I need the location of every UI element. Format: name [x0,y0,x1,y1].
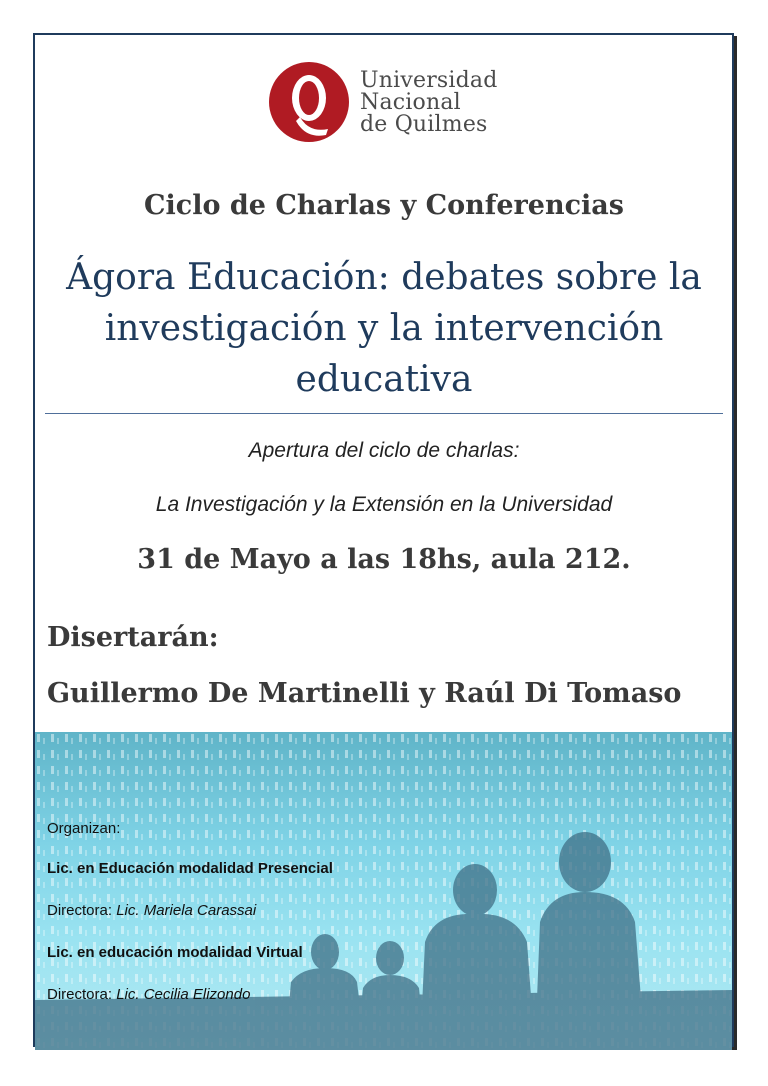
quilmes-q-logo-icon [266,59,356,149]
main-title: Ágora Educación: debates sobre la investigación y la intervención educativa [66,257,702,400]
speakers-label: Disertarán: [47,622,219,653]
logo-line-3: de Quilmes [360,112,488,137]
director-prefix: Directora: [47,902,117,919]
series-title: Ciclo de Charlas y Conferencias [144,190,624,221]
event-date-line: 31 de Mayo a las 18hs, aula 212. [137,544,631,575]
program-presencial: Lic. en Educación modalidad Presencial [47,860,333,877]
director-prefix: Directora: [47,986,117,1003]
director-name: Lic. Cecilia Elizondo [116,986,251,1003]
logo-wordmark [360,70,498,136]
director-virtual [47,986,250,1003]
logo-line-2: Nacional [360,90,461,115]
organizers-label: Organizan: [47,820,121,837]
logo-line-1: Universidad [360,68,498,93]
title-divider [45,413,723,414]
speakers-names: Guillermo De Martinelli y Raúl Di Tomaso [47,678,682,709]
director-presencial [47,902,256,919]
program-virtual: Lic. en educación modalidad Virtual [47,944,303,961]
university-logo [266,59,506,149]
director-name: Lic. Mariela Carassai [116,902,257,919]
opening-talk-title: La Investigación y la Extensión en la Universidad [155,493,613,516]
opening-label: Apertura del ciclo de charlas: [248,439,520,462]
